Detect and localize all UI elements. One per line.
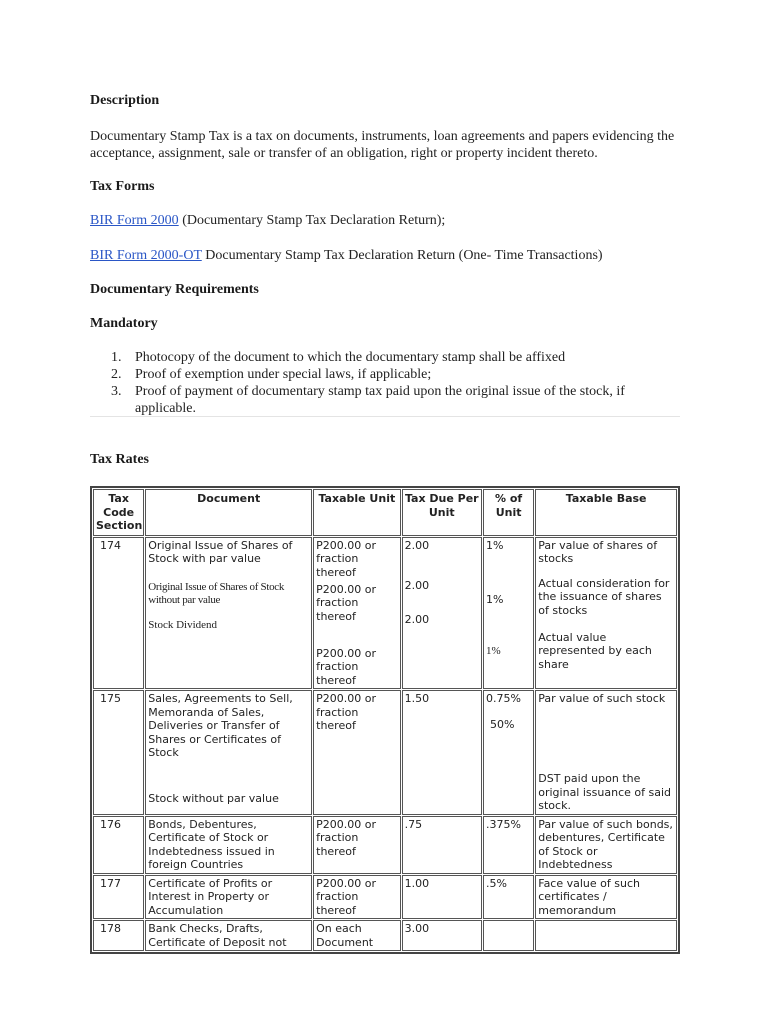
list-item: 1. Photocopy of the document to which the documentary stamp shall be affixed [111,350,566,365]
cell-code: 174 [93,537,144,690]
col-header-pct-of-unit: % of Unit [483,489,534,536]
cell-tax-due: 1.00 [402,875,482,920]
description-line-1: Documentary Stamp Tax is a tax on documents, instruments, loan agreements and papers evidencing the [90,129,675,144]
table-row [93,920,677,951]
bir-form-2000-link[interactable]: BIR Form 2000 [90,213,179,228]
cell-tax-due: 2.00 2.00 2.00 [402,537,482,690]
list-item: 2. Proof of exemption under special laws, if applicable; [111,367,432,382]
cell-document: Certificate of Profits or Interest in Property or Accumulation [145,875,312,920]
description-heading: Description [90,93,160,108]
col-header-document: Document [145,489,312,536]
cell-taxable-unit: P200.00 or fraction thereof [313,816,400,874]
section-divider [90,416,680,417]
bir-form-2000-ot-link[interactable]: BIR Form 2000-OT [90,248,202,263]
col-header-taxable-base: Taxable Base [535,489,677,536]
cell-pct-of-unit: 1% 1% 1% [483,537,534,690]
col-header-taxable-unit: Taxable Unit [313,489,400,536]
cell-code: 177 [93,875,144,920]
cell-pct-of-unit [483,920,534,951]
cell-taxable-unit: P200.00 or fraction thereof P200.00 or fraction thereof P200.00 or fraction thereof [313,537,400,690]
table-row [93,816,677,874]
cell-taxable-unit: P200.00 or fraction thereof [313,690,400,815]
table-row [93,875,677,920]
cell-document: Original Issue of Shares of Stock with par value Original Issue of Shares of Stock without par value Stock Dividend [145,537,312,690]
documentary-requirements-heading: Documentary Requirements [90,282,259,297]
description-line-2: acceptance, assignment, sale or transfer of an obligation, right or property incident thereto. [90,146,598,161]
cell-pct-of-unit: 0.75% 50% [483,690,534,815]
col-header-tax-code: Tax Code Section [93,489,144,536]
form-2000-ot-line [90,247,603,264]
cell-pct-of-unit: .375% [483,816,534,874]
col-header-tax-due: Tax Due Per Unit [402,489,482,536]
cell-document: Bonds, Debentures, Certificate of Stock or Indebtedness issued in foreign Countries [145,816,312,874]
cell-tax-due: 1.50 [402,690,482,815]
cell-code: 176 [93,816,144,874]
cell-taxable-unit: On each Document [313,920,400,951]
form-2000-ot-description: Documentary Stamp Tax Declaration Return (One- Time Transactions) [201,248,603,263]
form-2000-line [90,212,445,229]
list-item: 3. Proof of payment of documentary stamp tax paid upon the original issue of the stock, if applicable. [111,384,625,416]
cell-taxable-base [535,920,677,951]
cell-tax-due: .75 [402,816,482,874]
form-2000-description: (Documentary Stamp Tax Declaration Return); [178,213,446,228]
mandatory-heading: Mandatory [90,316,158,331]
table-row [93,690,677,815]
cell-taxable-base: Par value of such stock DST paid upon the original issuance of said stock. [535,690,677,815]
cell-code: 175 [93,690,144,815]
cell-pct-of-unit: .5% [483,875,534,920]
cell-taxable-base: Par value of such bonds, debentures, Certificate of Stock or Indebtedness [535,816,677,874]
cell-taxable-unit: P200.00 or fraction thereof [313,875,400,920]
cell-code: 178 [93,920,144,951]
tax-forms-heading: Tax Forms [90,179,155,194]
cell-taxable-base: Par value of shares of stocks Actual consideration for the issuance of shares of stocks Actual value represented by each share [535,537,677,690]
table-row [93,537,677,690]
cell-tax-due: 3.00 [402,920,482,951]
cell-document: Bank Checks, Drafts, Certificate of Deposit not [145,920,312,951]
tax-rates-table [90,486,680,954]
cell-document: Sales, Agreements to Sell, Memoranda of Sales, Deliveries or Transfer of Shares or Certificates of Stock Stock without par value [145,690,312,815]
cell-taxable-base: Face value of such certificates / memorandum [535,875,677,920]
table-header-row [93,489,677,536]
mandatory-requirements-list [90,349,680,417]
tax-rates-heading: Tax Rates [90,452,149,467]
